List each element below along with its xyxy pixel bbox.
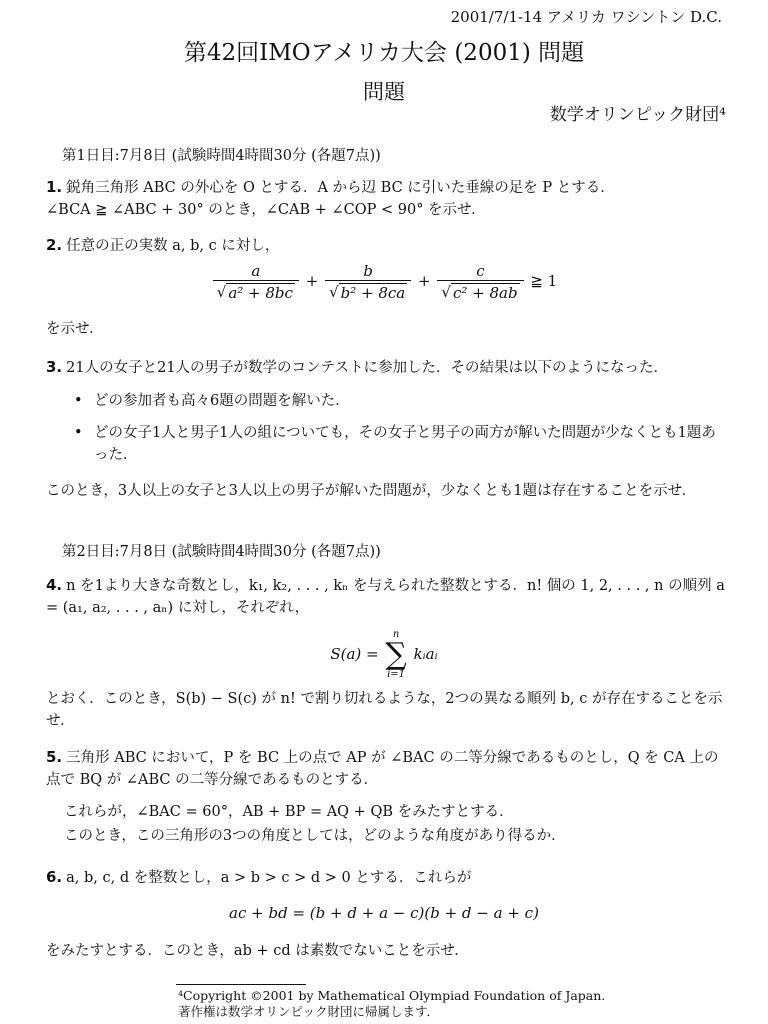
summand: kᵢaᵢ: [413, 645, 438, 663]
problem-2-inequality: a √ a² + 8bc + b √ b² + 8ca + c √ c² + 8ab ≧ 1: [0, 262, 768, 302]
problem-2-text: 任意の正の実数 a, b, c に対し，: [66, 238, 280, 254]
sum-upper-limit: n: [392, 629, 400, 640]
organization: 数学オリンピック財団⁴: [549, 105, 726, 125]
problem-4: [46, 574, 726, 619]
problem-5-text: 三角形 ABC において，P を BC 上の点で AP が ∠BAC の二等分線であるものとし，Q を CA 上の点で BQ が ∠ABC の二等分線であるものとする．: [46, 750, 719, 788]
problem-4-formula: [0, 630, 768, 680]
problem-5-line1: これらが，∠BAC = 60°，AB + BP = AQ + QB をみたすとする．: [64, 804, 514, 820]
fraction-3-denominator: c² + 8ab: [452, 284, 518, 302]
problem-6-number: 6.: [46, 868, 63, 886]
problem-4-number: 4.: [46, 576, 63, 594]
problem-3: [46, 356, 726, 379]
page-title: 第42回IMOアメリカ大会 (2001) 問題: [183, 40, 585, 66]
problem-3-text: 21人の女子と21人の男子が数学のコンテストに参加した．その結果は以下のようになった．: [66, 360, 668, 376]
fraction-2-numerator: b: [363, 262, 373, 280]
problem-4-after: とおく．このとき，S(b) − S(c) が n! で割り切れるような，2つの異なる順列 b, c が存在することを示せ．: [46, 691, 723, 729]
problem-4-text: n を1より大きな奇数とし，k₁, k₂, . . . , kₙ を与えられた整数とする．n! 個の 1, 2, . . . , n の順列 a = (a₁, a₂, . . . , aₙ) に対し，それぞれ，: [46, 578, 725, 616]
problem-6-after: をみたすとする．このとき，ab + cd は素数でないことを示せ．: [46, 943, 469, 959]
problem-1-line2: ∠BCA ≧ ∠ABC + 30° のとき，∠CAB + ∠COP < 90° を示せ．: [46, 202, 486, 218]
problem-1-number: 1.: [46, 178, 63, 196]
problem-6-text: a, b, c, d を整数とし，a > b > c > d > 0 とする．これらが: [66, 870, 472, 886]
fraction-1-numerator: a: [251, 262, 261, 280]
footnote-copyright: ⁴Copyright ©2001 by Mathematical Olympiad Foundation of Japan.: [178, 988, 606, 1003]
fraction-3: c √ c² + 8ab: [437, 262, 523, 302]
problem-2-number: 2.: [46, 236, 63, 254]
footnote-rights: 著作権は数学オリンピック財団に帰属します．: [178, 1004, 440, 1019]
problem-5: [46, 746, 726, 791]
problem-5-number: 5.: [46, 748, 63, 766]
fraction-1-denominator: a² + 8bc: [228, 284, 293, 302]
page-subtitle: 問題: [363, 80, 405, 104]
problem-3-conditions: [72, 390, 722, 476]
problem-6-equation: ac + bd = (b + d + a − c)(b + d − a + c): [229, 904, 539, 922]
fraction-3-numerator: c: [476, 262, 485, 280]
footnote: [178, 988, 738, 1020]
problem-2-after: を示せ．: [46, 321, 104, 337]
footnote-divider: [176, 984, 306, 985]
day2-heading: 第2日目:7月8日 (試験時間4時間30分 (各題7点)): [62, 544, 381, 560]
problem-1: [46, 176, 726, 221]
formula-lhs: S(a) =: [330, 645, 379, 663]
problem-3-conclusion: このとき，3人以上の女子と3人以上の男子が解いた問題が，少なくとも1題は存在することを示せ．: [46, 483, 697, 499]
list-item: • どの女子1人と男子1人の組についても，その女子と男子の両方が解いた問題が少なくとも1題あった．: [72, 422, 722, 466]
problem-1-line1: 鋭角三角形 ABC の外心を O とする．A から辺 BC に引いた垂線の足を P とする．: [66, 180, 615, 196]
summation: n ∑ i=1: [385, 629, 407, 680]
inequality-rhs: ≧ 1: [530, 272, 558, 290]
sum-lower-limit: i=1: [387, 669, 406, 680]
list-item: • どの参加者も高々6題の問題を解いた．: [72, 390, 722, 412]
problem-5-conditions: [64, 800, 724, 848]
problem-5-line2: このとき，この三角形の3つの角度としては，どのような角度があり得るか．: [64, 828, 566, 844]
header-date-location: 2001/7/1-14 アメリカ ワシントン D.C.: [450, 8, 722, 26]
problem-3-number: 3.: [46, 358, 63, 376]
problem-2: [46, 234, 726, 257]
day1-heading: 第1日目:7月8日 (試験時間4時間30分 (各題7点)): [62, 148, 381, 164]
fraction-2-denominator: b² + 8ca: [340, 284, 406, 302]
problem-6: [46, 866, 726, 889]
fraction-2: b √ b² + 8ca: [325, 262, 411, 302]
fraction-1: a √ a² + 8bc: [213, 262, 299, 302]
